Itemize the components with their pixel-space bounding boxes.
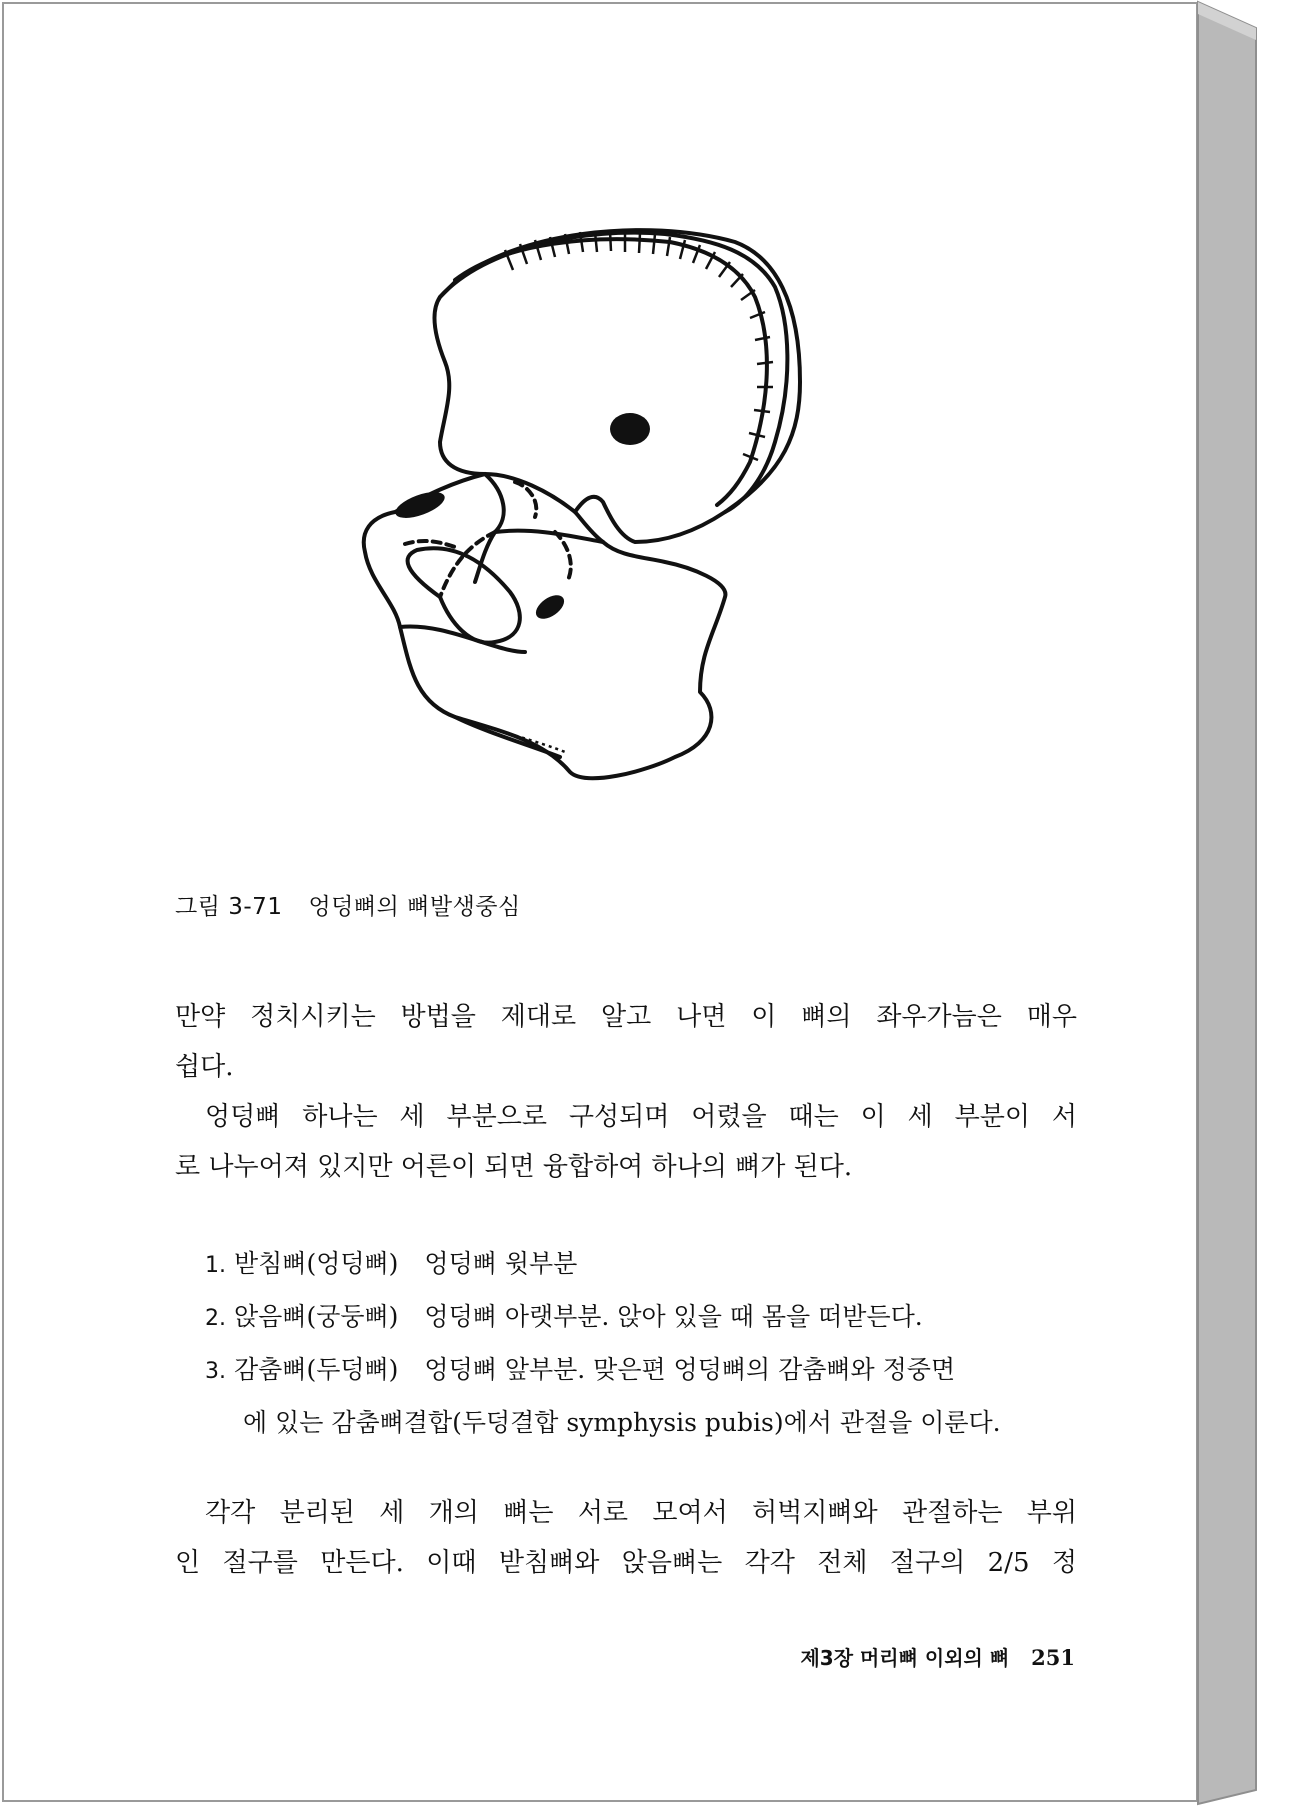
list-item: 2. 앉음뼈(궁둥뼈) 엉덩뼈 아랫부분. 앉아 있을 때 몸을 떠받든다. (205, 1302, 923, 1331)
iliac-crest-band (440, 233, 787, 512)
figure-number: 그림 3-71 (175, 894, 283, 920)
figure-caption (175, 888, 521, 921)
list-item: 3. 감춤뼈(두덩뼈) 엉덩뼈 앞부분. 맞은편 엉덩뼈의 감춤뼈와 정중면 (205, 1355, 956, 1384)
bone-parts-list (205, 1238, 1077, 1448)
paragraph-2-line-2: 로 나누어져 있지만 어른이 되면 융합하여 하나의 뼈가 된다. (175, 1152, 853, 1182)
paragraph-2-line-1: 엉덩뼈 하나는 세 부분으로 구성되며 어렸을 때는 이 세 부분이 서 (205, 1102, 1077, 1132)
triradiate-line-2 (495, 531, 603, 542)
pubis-center (392, 487, 448, 524)
triradiate-line-1 (475, 474, 504, 582)
page-number: 251 (1031, 1645, 1075, 1670)
ischium-center (532, 590, 569, 623)
paragraph-3-line-1: 각각 분리된 세 개의 뼈는 서로 모여서 허벅지뼈와 관절하는 부위 (205, 1498, 1077, 1528)
ilium-center (610, 413, 650, 445)
list-item: 1. 받침뼈(엉덩뼈) 엉덩뼈 윗부분 (205, 1249, 578, 1278)
paragraph-1-line-1: 만약 정치시키는 방법을 제대로 알고 나면 이 뼈의 좌우가늠은 매우 (175, 1002, 1077, 1032)
paragraph-1-line-2: 쉽다. (175, 1052, 234, 1082)
dashed-line-c (555, 532, 571, 582)
paragraph-3-line-2: 인 절구를 만든다. 이때 받침뼈와 앉음뼈는 각각 전체 절구의 2/5 정 (175, 1548, 1077, 1578)
book-spine-shade (1198, 2, 1256, 1804)
iliac-crest-inner (455, 239, 767, 505)
running-footer (800, 1642, 1075, 1671)
figure-title: 엉덩뼈의 뼈발생중심 (308, 894, 521, 920)
triradiate-line-3 (440, 532, 495, 597)
chapter-title: 제3장 머리뼈 이외의 뼈 (800, 1646, 1010, 1670)
list-item-continuation: 에 있는 감춤뼈결합(두덩결합 symphysis pubis)에서 관절을 이룬다. (243, 1408, 1001, 1437)
dashed-line-b (405, 541, 455, 547)
hip-bone-illustration (345, 212, 930, 857)
